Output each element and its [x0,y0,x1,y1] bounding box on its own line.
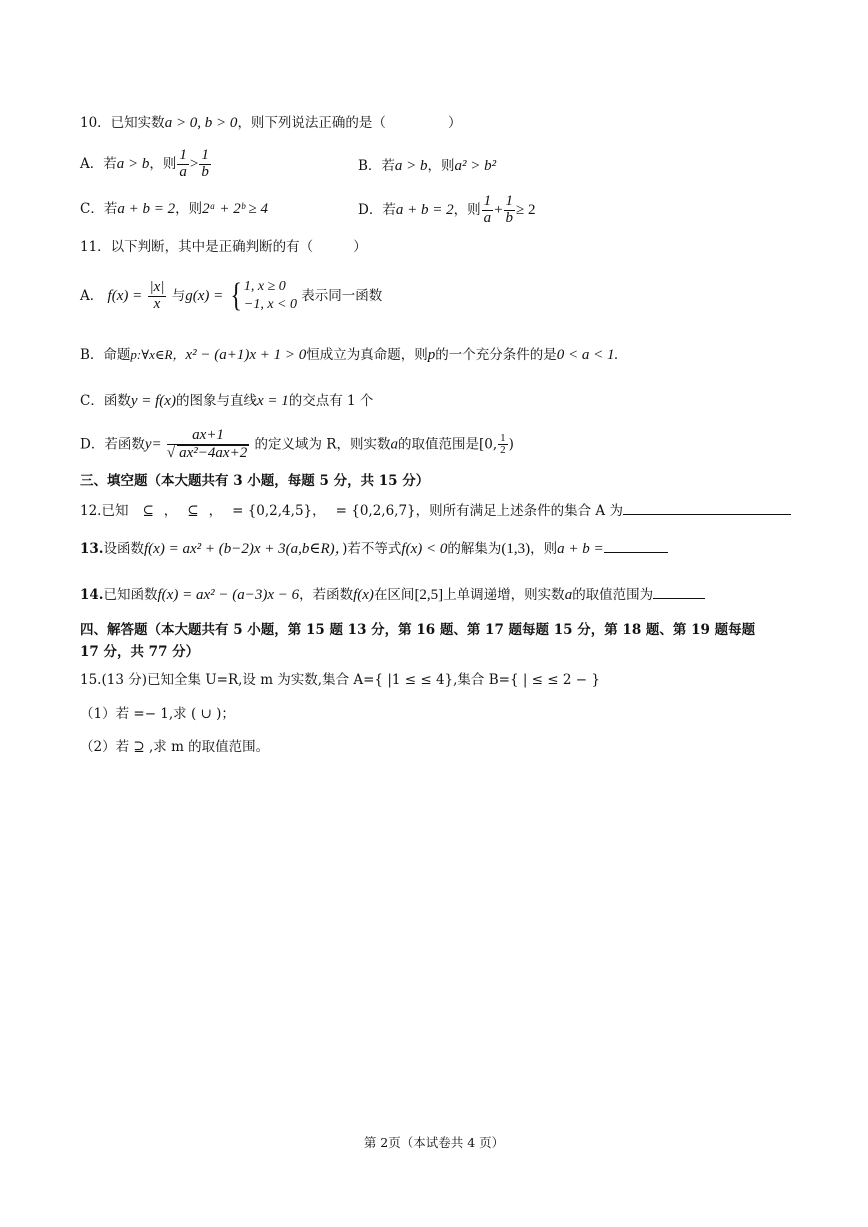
q11-d-av: a [390,436,398,453]
q13-a: 设函数 [103,541,144,557]
q14-av: a [564,587,573,603]
q11-a-mid: 与 [171,287,186,304]
q12-e: ， [208,503,223,519]
q11-close: ） [353,239,367,255]
q11-b-text: 恒成立为真命题，则 [306,347,428,363]
q11-b-pv: p [427,347,436,363]
page-footer: 第 2页（本试卷共 4 页） [363,1135,505,1150]
q13-d: ，则 [530,541,558,557]
q11-d-text2: 的取值范围是[0, [397,436,498,453]
q13-answer-blank[interactable] [604,539,668,553]
q11-a-case1: 1, x ≥ 0 [243,278,286,294]
q10-c-label: C．若 [80,201,118,217]
q10-option-d: D．若a + b = 2，则 $\frac{1}{a}$ + $\frac{1}{b}$ ≥ 2 [358,193,536,226]
q11-option-b [80,346,618,364]
q14-num: 14. [80,587,104,603]
q11-option-a: A． f(x) = $\frac{|x|}{x}$ 与g(x) = { 1, x ≥ 0 −1, x < 0 表示同一函数 [80,277,383,314]
q11-d-y: y= [144,436,162,453]
section-4-heading-line2: 17 分，共 77 分） [80,644,200,660]
q11-b-text2: 的一个充分条件的是 [435,347,557,363]
q10-c-cond: a + b = 2 [117,201,176,217]
q10-rest: ，则下列说法正确的是（ [237,115,386,131]
q13-num: 13. [80,541,104,557]
q13 [80,539,668,558]
q11-a-case2: −1, x < 0 [243,297,297,313]
q11-d-label: D．若函数 [80,436,145,453]
q11-d-den: ax²−4ax+2 [179,444,248,461]
q10-a-label: A．若 [80,155,117,172]
q10-stem [80,114,461,132]
q10-b-expr: a² > b² [454,158,497,174]
q13-b: )若不等式 [342,541,402,557]
q14-expr: f(x) = ax² − (a−3)x − 6 [157,587,300,603]
q14-b: ，若函数 [299,587,354,603]
q10-b-label: B．若 [358,158,395,174]
q11-b-p: p:∀x∈R， [130,347,186,362]
frac-one-over-b: $\frac{1}{b}$ [201,147,209,180]
q10-stem-text: 10．已知实数 [80,115,165,131]
q14-f: f(x) [353,587,374,603]
q10-option-c [80,200,268,218]
q11-b-expr: x² − (a+1)x + 1 > 0 [185,347,307,363]
q15-part1: （1）若 =− 1,求 ( ∪ )； [80,706,235,722]
q11-option-c [80,392,373,410]
q12-f: = {0,2,4,5}， [232,503,326,519]
q10-b-cond: a > b [394,158,428,174]
q11-stem-text: 11．以下判断，其中是正确判断的有（ [80,239,314,255]
q10-d-tail: ≥ 2 [516,201,536,218]
frac-domain: $\frac{ax+1}{\text{√ ax²−4ax+2}}$ [166,427,248,461]
q10-d-then: ，则 [453,201,481,218]
q10-close: ） [447,115,462,131]
q10-a-then: ，则 [149,155,177,172]
q11-d-tail: ) [508,436,514,453]
q13-expr: f(x) = ax² + (b−2)x + 3(a,b∈R)， [144,541,343,557]
q11-c-tail: 的交点有 1 个 [288,393,374,409]
q11-d-num: ax+1 [167,428,249,445]
q15-part2: （2）若 ⊇ ,求 m 的取值范围。 [80,739,270,755]
q11-c-line: x = 1 [256,393,289,409]
q14-c: 在区间 [373,587,415,603]
q11-c-label: C．函数 [80,393,131,409]
q10-c-expr: 2ᵃ + 2ᵇ ≥ 4 [202,201,268,217]
q10-option-b [358,154,496,175]
frac-one-over-a: $\frac{1}{a}$ [179,147,187,180]
q14-a: 已知函数 [103,587,158,603]
q14 [80,585,705,604]
q11-b-range: 0 < a < 1. [556,347,619,363]
q11-a-g: g(x) = [185,287,224,304]
q11-stem [80,239,367,255]
q10-b-then: ，则 [427,158,455,174]
q14-d: 上单调递增，则实数 [443,587,565,603]
q15-stem: 15.(13 分)已知全集 U=R,设 m 为实数,集合 A={ |1 ≤ ≤ 4},集合 B={ | ≤ ≤ 2 − } [80,672,600,688]
q12 [80,501,791,519]
q14-iv: [2,5] [414,587,444,603]
q11-c-text: 的图象与直线 [175,393,257,409]
q11-d-text: 的定义域为 R，则实数 [254,436,391,453]
q12-c: ， [163,503,178,519]
frac-abs-x-over-x: $\frac{|x|}{x}$ [149,279,165,312]
q12-answer-blank[interactable] [623,501,791,515]
q13-sol: (1,3) [501,541,531,557]
section-4-heading-line1: 四、解答题（本大题共有 5 小题，第 15 题 13 分，第 16 题、第 17 题每题 15 分，第 18 题、第 19 题每题 [80,622,756,638]
q10-a-cond: a > b [116,155,150,172]
q10-option-a: A．若a > b，则 $\frac{1}{a}$ > $\frac{1}{b}$ [80,147,209,180]
q11-a-tail: 表示同一函数 [301,287,383,304]
q12-b: ⊆ [142,503,154,519]
q11-b-label: B．命题 [80,347,131,363]
q12-d: ⊆ [187,503,199,519]
q11-a-f: f(x) = [107,287,143,304]
q11-option-d: D．若函数y= $\frac{ax+1}{\text{√ ax²−4ax+2}}$ 的定义域为 R，则实数a的取值范围是[0, $\frac{1}{2}$ ) [80,427,514,461]
q10-d-cond: a + b = 2 [395,201,454,218]
q10-d-label: D．若 [358,201,396,218]
q10-condition: a > 0, b > 0 [164,115,238,131]
q12-a: 12.已知 [80,503,129,519]
q10-c-then: ，则 [175,201,203,217]
q14-answer-blank[interactable] [653,585,705,599]
q14-e: 的取值范围为 [572,587,654,603]
q13-ab: a + b = [557,541,604,557]
q13-c: 的解集为 [447,541,502,557]
q11-c-expr: y = f(x) [130,393,176,409]
section-3-heading: 三、填空题（本大题共有 3 小题，每题 5 分，共 15 分） [80,473,430,489]
q13-ineq: f(x) < 0 [401,541,448,557]
q11-a-label: A． [80,287,104,304]
q12-g: = {0,2,6,7}，则所有满足上述条件的集合 A 为 [335,503,623,519]
